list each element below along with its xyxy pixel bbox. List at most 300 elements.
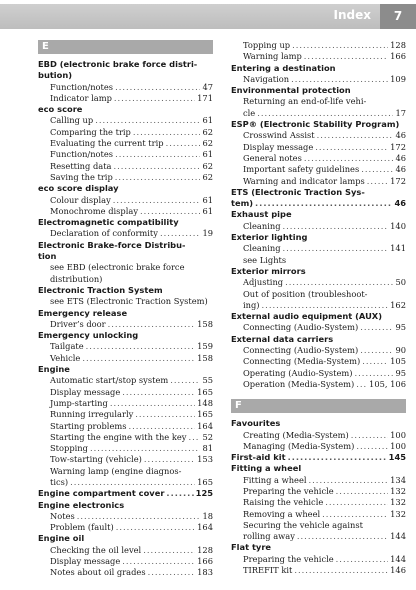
index-subentry [231, 430, 406, 441]
dot-leader [336, 486, 388, 497]
dot-leader [70, 477, 195, 488]
entry-text: Stopping [50, 443, 88, 454]
dot-leader [135, 409, 195, 420]
index-heading [38, 217, 213, 228]
page-ref: 171 [197, 92, 213, 103]
dot-leader [166, 138, 201, 149]
index-subentry [38, 454, 213, 465]
entry-text: Engine oil [38, 533, 85, 544]
page-ref: 55 [202, 375, 213, 386]
dot-leader [82, 353, 195, 364]
entry-text: Emergency unlocking [38, 330, 139, 341]
page-ref: 140 [390, 220, 406, 231]
entry-text: Notes about oil grades [50, 567, 146, 578]
entry-text: Checking the oil level [50, 544, 142, 555]
index-heading [231, 418, 406, 429]
page-ref: 90 [395, 345, 406, 356]
dot-leader [90, 443, 200, 454]
entry-text: Warning and indicator lamps [243, 175, 365, 186]
entry-text: Running irregularly [50, 409, 134, 420]
entry-text: Returning an end-of-life vehi- [243, 96, 367, 107]
dot-leader [108, 319, 196, 330]
entry-text: Display message [50, 386, 121, 397]
page-number: 7 [380, 4, 416, 29]
page-ref: 19 [202, 228, 213, 239]
entry-text: Topping up [243, 40, 291, 50]
dot-leader [116, 522, 195, 533]
index-subentry [38, 353, 213, 364]
index-heading [231, 85, 406, 96]
dot-leader [304, 51, 388, 62]
dot-leader [140, 206, 200, 217]
entry-text: see ETS (Electronic Traction System) [50, 296, 208, 307]
page-ref: 100 [390, 429, 406, 440]
page-ref: 61 [202, 194, 213, 205]
entry-text: Vehicle [50, 352, 81, 363]
dot-leader [285, 277, 393, 288]
index-heading [38, 183, 213, 194]
dot-leader [143, 545, 195, 556]
dot-leader [325, 497, 388, 508]
entry-text: Crosswind Assist [243, 130, 315, 141]
entry-text: Display message [50, 556, 121, 567]
entry-text: Monochrome display [50, 205, 139, 216]
index-subentry [38, 375, 213, 386]
index-subentry [38, 149, 213, 160]
dot-leader [315, 142, 388, 153]
index-subentry [38, 115, 213, 126]
index-subentry [231, 475, 406, 486]
page-ref: 164 [197, 522, 213, 533]
dot-leader [188, 432, 200, 443]
index-heading [231, 266, 406, 277]
page-ref: 144 [390, 553, 406, 564]
page-ref: 95 [395, 322, 406, 333]
index-subentry [231, 441, 406, 452]
page-ref: 166 [390, 51, 406, 62]
dot-leader [113, 161, 200, 172]
entry-text: Raising the vehicle [243, 497, 324, 508]
page-ref: 172 [390, 141, 406, 152]
dot-leader [355, 368, 394, 379]
page-ref: 159 [197, 341, 213, 352]
entry-text: Indicator lamp [50, 92, 112, 103]
entry-text: Connecting (Audio-System) [243, 322, 359, 333]
entry-text: Warning lamp (engine diagnos- [50, 465, 182, 476]
entry-text: Warning lamp [243, 51, 302, 62]
dot-leader [86, 341, 196, 352]
index-heading [231, 63, 406, 74]
page-ref: 134 [390, 474, 406, 485]
index-subentry [38, 206, 213, 217]
index-heading [38, 364, 213, 375]
index-subentry [231, 554, 406, 565]
index-subentry [231, 130, 406, 141]
dot-leader [115, 82, 200, 93]
entry-text: Colour display [50, 194, 111, 205]
index-subentry [38, 511, 213, 522]
entry-text: EBD (electronic brake force distri- [38, 59, 198, 69]
dot-leader [362, 356, 388, 367]
index-subentry [231, 142, 406, 153]
page-ref: 62 [202, 138, 213, 149]
index-subentry [231, 74, 406, 85]
index-subentry [231, 40, 406, 51]
page-ref: 62 [202, 160, 213, 171]
dot-leader [148, 567, 196, 578]
entry-text: TIREFIT kit [243, 565, 293, 576]
index-subentry [231, 379, 406, 390]
index-subentry [231, 108, 406, 119]
index-subentry [231, 221, 406, 232]
entry-text: see Lights [243, 254, 287, 265]
index-subentry [38, 296, 213, 307]
index-heading [38, 251, 213, 262]
entry-text: cle [243, 107, 256, 118]
entry-text: eco score display [38, 183, 119, 194]
entry-text: Starting the engine with the key [50, 431, 187, 442]
entry-text: Automatic start/stop system [50, 375, 169, 386]
entry-text: Jump-starting [50, 397, 108, 408]
dot-leader [356, 379, 367, 390]
index-subentry [38, 432, 213, 443]
page-ref: 100 [390, 440, 406, 451]
entry-text: tics) [50, 476, 69, 487]
dot-leader [133, 127, 201, 138]
page-ref: 183 [197, 567, 213, 578]
dot-leader [292, 40, 388, 51]
index-heading [231, 463, 406, 474]
dot-leader [114, 93, 195, 104]
entry-text: Function/notes [50, 149, 114, 160]
index-subentry [231, 345, 406, 356]
entry-text: External data carriers [231, 333, 334, 344]
dot-leader [360, 322, 393, 333]
index-heading [38, 104, 213, 115]
index-heading [38, 488, 213, 499]
dot-leader [262, 300, 389, 311]
entry-text: Tailgate [50, 341, 84, 352]
dot-leader [351, 430, 388, 441]
entry-text: Exhaust pipe [231, 209, 292, 220]
entry-text: Cleaning [243, 220, 281, 231]
dot-leader [304, 153, 394, 164]
index-list [231, 418, 406, 576]
entry-text: Evaluating the current trip [50, 138, 164, 149]
page-ref: 17 [395, 107, 406, 118]
entry-text: Calling up [50, 115, 94, 126]
page-ref: 50 [395, 277, 406, 288]
entry-text: Operation (Media-System) [243, 378, 355, 389]
page-ref: 165 [197, 386, 213, 397]
entry-text: Creating (Media-System) [243, 429, 349, 440]
page-ref: 61 [202, 115, 213, 126]
index-subentry [231, 243, 406, 254]
index-subentry [231, 289, 406, 300]
page-ref: 81 [202, 443, 213, 454]
entry-text: Resetting data [50, 160, 112, 171]
index-subentry [38, 127, 213, 138]
dot-leader [361, 164, 393, 175]
index-subentry [38, 477, 213, 488]
entry-text: Saving the trip [50, 171, 113, 182]
entry-text: ESP® (Electronic Stability Program) [231, 119, 400, 130]
dot-leader [356, 441, 388, 452]
dot-leader [166, 488, 193, 499]
entry-text: Driver’s door [50, 318, 106, 329]
entry-text: Notes [50, 510, 75, 521]
entry-text: eco score [38, 104, 83, 115]
dot-leader [77, 511, 201, 522]
index-subentry [231, 300, 406, 311]
dot-leader [291, 74, 388, 85]
index-subentry [231, 277, 406, 288]
index-subentry [231, 96, 406, 107]
entry-text: Comparing the trip [50, 126, 131, 137]
index-subentry [38, 138, 213, 149]
index-subentry [38, 556, 213, 567]
index-subentry [231, 176, 406, 187]
section-letter-e: E [38, 40, 213, 54]
index-subentry [38, 522, 213, 533]
index-subentry [38, 567, 213, 578]
index-heading [231, 198, 406, 209]
page-ref: 146 [390, 565, 406, 576]
page-ref: 165 [197, 476, 213, 487]
left-column [38, 40, 213, 579]
entry-text: rolling away [243, 531, 295, 542]
entry-text: tion [38, 251, 57, 262]
entry-text: Starting problems [50, 420, 127, 431]
page-ref: 162 [390, 299, 406, 310]
index-subentry [38, 82, 213, 93]
entry-text: Navigation [243, 73, 290, 84]
index-subentry [38, 409, 213, 420]
entry-text: First-aid kit [231, 452, 286, 463]
entry-text: Electromagnetic compatibility [38, 217, 179, 228]
section-title: Index [333, 8, 371, 22]
page-ref: 144 [390, 531, 406, 542]
index-subentry [231, 51, 406, 62]
index-subentry [38, 228, 213, 239]
dot-leader [115, 172, 201, 183]
entry-text: Fitting a wheel [243, 474, 307, 485]
section-letter-f: F [231, 399, 406, 413]
dot-leader [170, 375, 200, 386]
index-subentry [231, 486, 406, 497]
entry-text: Fitting a wheel [231, 463, 302, 474]
page-ref: 145 [388, 452, 406, 463]
index-heading [231, 232, 406, 243]
entry-text: Engine electronics [38, 499, 125, 510]
entry-text: see EBD (electronic brake force [50, 262, 185, 273]
index-heading [231, 119, 406, 130]
index-subentry [231, 565, 406, 576]
page-ref: 128 [390, 40, 406, 50]
page-ref: 47 [202, 81, 213, 92]
index-heading [231, 334, 406, 345]
page-ref: 46 [394, 198, 406, 209]
entry-text: Environmental protection [231, 85, 351, 96]
index-subentry [231, 520, 406, 531]
dot-leader [297, 531, 388, 542]
entry-text: Exterior lighting [231, 232, 308, 243]
index-heading [38, 308, 213, 319]
index-subentry [38, 341, 213, 352]
dot-leader [283, 243, 389, 254]
index-subentry [38, 398, 213, 409]
index-heading [38, 240, 213, 251]
entry-text: External audio equipment (AUX) [231, 311, 382, 322]
dot-leader [360, 345, 393, 356]
entry-text: Out of position (troubleshoot- [243, 288, 368, 299]
dot-leader [367, 176, 388, 187]
entry-text: Preparing the vehicle [243, 553, 334, 564]
index-subentry [231, 356, 406, 367]
page-ref: 132 [390, 508, 406, 519]
page-ref: 166 [197, 556, 213, 567]
entry-text: Flat tyre [231, 542, 272, 553]
dot-leader [294, 565, 388, 576]
dot-leader [336, 554, 388, 565]
dot-leader [122, 556, 195, 567]
index-list [38, 59, 213, 579]
entry-text: ing) [243, 299, 260, 310]
dot-leader [257, 108, 393, 119]
entry-text: Engine compartment cover [38, 488, 165, 499]
index-subentry [231, 153, 406, 164]
entry-text: Adjusting [243, 277, 284, 288]
dot-leader [122, 387, 195, 398]
page-ref: 148 [197, 397, 213, 408]
entry-text: Important safety guidelines [243, 164, 360, 175]
page-ref: 46 [395, 130, 406, 141]
page-ref: 95 [395, 367, 406, 378]
index-subentry [38, 262, 213, 273]
entry-text: tem) [231, 198, 254, 209]
page-ref: 52 [202, 431, 213, 442]
index-subentry [38, 319, 213, 330]
entry-text: Display message [243, 141, 314, 152]
index-subentry [38, 466, 213, 477]
dot-leader [317, 130, 394, 141]
entry-text: Function/notes [50, 81, 114, 92]
index-heading [38, 533, 213, 544]
entry-text: Emergency release [38, 307, 128, 318]
index-list [231, 40, 406, 390]
index-subentry [231, 509, 406, 520]
page-ref: 61 [202, 149, 213, 160]
entry-text: Declaration of conformity [50, 228, 158, 239]
page-ref: 158 [197, 318, 213, 329]
dot-leader [113, 195, 201, 206]
index-subentry [38, 195, 213, 206]
dot-leader [95, 115, 200, 126]
entry-text: Preparing the vehicle [243, 485, 334, 496]
dot-leader [288, 452, 387, 463]
page-ref: 158 [197, 352, 213, 363]
page-ref: 109 [390, 73, 406, 84]
index-subentry [231, 322, 406, 333]
dot-leader [322, 509, 388, 520]
page-ref: 46 [395, 152, 406, 163]
dot-leader [309, 475, 389, 486]
page-ref: 172 [390, 175, 406, 186]
dot-leader [110, 398, 195, 409]
index-heading [231, 209, 406, 220]
entry-text: Electronic Brake-force Distribu- [38, 239, 186, 250]
entry-text: Tow-starting (vehicle) [50, 454, 142, 465]
index-subentry [231, 531, 406, 542]
page-ref: 141 [390, 243, 406, 254]
entry-text: bution) [38, 70, 73, 81]
index-subentry [231, 164, 406, 175]
page-ref: 61 [202, 205, 213, 216]
page-ref: 128 [197, 544, 213, 555]
page-ref: 153 [197, 454, 213, 465]
index-subentry [231, 497, 406, 508]
page-ref: 105, 106 [369, 378, 406, 389]
page-ref: 165 [197, 409, 213, 420]
dot-leader [115, 149, 200, 160]
entry-text: Removing a wheel [243, 508, 321, 519]
index-subentry [38, 274, 213, 285]
index-subentry [38, 161, 213, 172]
page-header [0, 0, 416, 30]
index-heading [231, 311, 406, 322]
page-ref: 62 [202, 171, 213, 182]
entry-text: Favourites [231, 418, 281, 429]
page-ref: 62 [202, 126, 213, 137]
index-heading [38, 285, 213, 296]
page-ref: 105 [390, 356, 406, 367]
entry-text: Entering a destination [231, 62, 336, 73]
index-heading [38, 330, 213, 341]
index-subentry [231, 255, 406, 266]
dot-leader [283, 221, 389, 232]
index-subentry [38, 421, 213, 432]
index-heading [38, 59, 213, 70]
entry-text: General notes [243, 152, 302, 163]
page-ref: 46 [395, 164, 406, 175]
index-heading [231, 187, 406, 198]
page-ref: 132 [390, 485, 406, 496]
index-subentry [38, 545, 213, 556]
dot-leader [128, 421, 195, 432]
entry-text: Connecting (Audio-System) [243, 345, 359, 356]
index-subentry [38, 93, 213, 104]
index-heading [38, 70, 213, 81]
entry-text: Securing the vehicle against [243, 519, 363, 530]
index-heading [231, 542, 406, 553]
entry-text: Problem (fault) [50, 522, 114, 533]
page-ref: 125 [195, 488, 213, 499]
entry-text: Electronic Traction System [38, 284, 163, 295]
page-ref: 164 [197, 420, 213, 431]
entry-text: ETS (Electronic Traction Sys- [231, 186, 365, 197]
entry-text: Exterior mirrors [231, 265, 306, 276]
right-column [231, 40, 406, 576]
entry-text: Connecting (Media-System) [243, 356, 361, 367]
dot-leader [160, 228, 200, 239]
dot-leader [255, 198, 392, 209]
index-heading [38, 500, 213, 511]
index-heading [231, 452, 406, 463]
index-subentry [231, 368, 406, 379]
index-subentry [38, 172, 213, 183]
index-subentry [38, 443, 213, 454]
index-subentry [38, 387, 213, 398]
